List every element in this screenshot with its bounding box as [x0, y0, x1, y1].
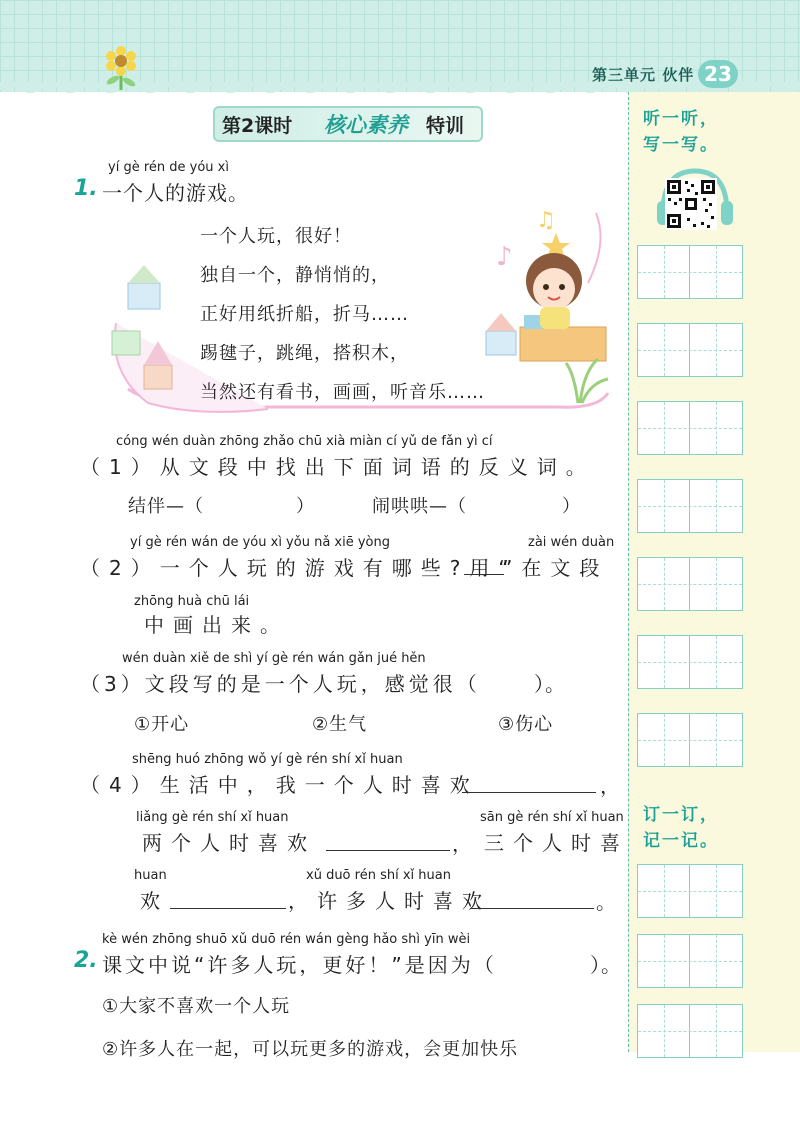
note-heading-1: 订一订， [643, 805, 719, 825]
listen-heading-2: 写一写。 [643, 135, 719, 155]
q1-4-text-3a: 欢 [140, 889, 169, 913]
q1-4-pinyin-2b: sān gè rén shí xǐ huan [480, 810, 624, 825]
q1-4-text-3b: ，许多人时喜欢 [288, 889, 491, 913]
qr-code-icon[interactable] [665, 178, 717, 230]
q1-3-close: ）。 [534, 672, 566, 696]
writing-grid[interactable] [637, 323, 743, 377]
q1-pinyin: yí gè rén de yóu xì [108, 160, 229, 175]
side-divider [628, 92, 629, 1052]
q2-option-2[interactable]: ②许多人在一起，可以玩更多的游戏，会更加快乐 [102, 1039, 519, 1060]
unit-title: 第三单元 伙伴 [592, 66, 695, 84]
q1-1-pinyin: cóng wén duàn zhōng zhǎo chū xià miàn cí yǔ de fǎn yì cí [116, 434, 493, 449]
q1-1-text: （1）从文段中找出下面词语的反义词。 [80, 455, 595, 479]
q1-2-text-2: 中画出来。 [144, 613, 289, 637]
q1-4-end: 。 [596, 890, 617, 914]
svg-text:♫: ♫ [536, 208, 556, 233]
poem-line: 一个人玩，很好！ [200, 226, 352, 247]
answer-line[interactable] [170, 884, 286, 909]
sunflower-icon [100, 42, 142, 92]
poem-line: 正好用纸折船，折马…… [200, 304, 409, 325]
q1-4-comma: ， [600, 774, 621, 798]
q1-3-answer[interactable] [478, 668, 532, 694]
writing-grid[interactable] [637, 635, 743, 689]
antonym-answer-2[interactable] [478, 492, 558, 518]
svg-text:♪: ♪ [496, 242, 513, 272]
q1-3-text: （3）文段写的是一个人玩，感觉很（ [80, 672, 481, 696]
writing-grid[interactable] [637, 479, 743, 533]
writing-grid[interactable] [637, 245, 743, 299]
antonym-close-1: ） [296, 496, 315, 517]
writing-grid[interactable] [637, 557, 743, 611]
q2-text: 课文中说“许多人玩，更好！”是因为（ [102, 953, 497, 977]
q1-2-pinyin: yí gè rén wán de yóu xì yǒu nǎ xiē yòng [130, 535, 390, 550]
q1-4-text: （4）生活中，我一个人时喜欢 [80, 773, 479, 797]
writing-grid[interactable] [637, 401, 743, 455]
q1-4-mid-comma: ， [452, 832, 473, 856]
lesson-training: 特训 [426, 115, 465, 137]
q2-close: ）。 [590, 953, 622, 977]
q1-4-text-2a: 两个人时喜欢 [142, 831, 316, 855]
q1-4-pinyin-2a: liǎng gè rén shí xǐ huan [136, 810, 289, 825]
q2-option-1[interactable]: ①大家不喜欢一个人玩 [102, 996, 291, 1017]
lesson-number: 第2课时 [222, 115, 293, 137]
answer-line[interactable] [470, 884, 594, 909]
answer-line[interactable] [462, 768, 596, 793]
q1-4-text-2b: 三个人时喜 [484, 831, 629, 855]
q1-4-pinyin-3b: xǔ duō rén shí xǐ huan [306, 868, 451, 883]
writing-grid[interactable] [637, 1004, 743, 1058]
poem-line: 独自一个，静悄悄的， [200, 265, 390, 286]
lesson-core-title: 核心素养 [324, 113, 408, 137]
q1-2-pinyin-right: zài wén duàn [528, 535, 615, 550]
underline-symbol [464, 552, 504, 575]
antonym-answer-1[interactable] [210, 492, 290, 518]
q1-2-pinyin-2: zhōng huà chū lái [134, 594, 250, 609]
q2-number: 2. [74, 948, 98, 973]
writing-grid[interactable] [637, 864, 743, 918]
q1-number: 1. [74, 176, 98, 201]
poem-line: 当然还有看书，画画，听音乐…… [200, 382, 485, 403]
option-2[interactable]: ②生气 [312, 714, 368, 735]
q1-2-text-b: ”在文段 [502, 556, 609, 580]
listen-heading-1: 听一听， [643, 109, 719, 129]
q2-pinyin: kè wén zhōng shuō xǔ duō rén wán gèng hǎo shì yīn wèi [102, 932, 471, 947]
q1-4-pinyin: shēng huó zhōng wǒ yí gè rén shí xǐ huan [132, 752, 403, 767]
option-3[interactable]: ③伤心 [498, 714, 554, 735]
antonym-label-1: 结伴—（ [128, 496, 204, 517]
writing-grid[interactable] [637, 934, 743, 988]
q1-3-pinyin: wén duàn xiě de shì yí gè rén wán gǎn jué hěn [122, 651, 426, 666]
poem-line: 踢毽子，跳绳，搭积木， [200, 343, 409, 364]
q1-title: 一个人的游戏。 [102, 181, 249, 205]
q2-answer[interactable] [532, 949, 588, 975]
page-number: 23 [698, 60, 738, 88]
q1-2-text-a: （2）一个人玩的游戏有哪些?用“ [80, 556, 518, 580]
q1-4-pinyin-3a: huan [134, 868, 167, 883]
option-1[interactable]: ①开心 [134, 714, 190, 735]
antonym-close-2: ） [562, 496, 581, 517]
answer-line[interactable] [326, 826, 450, 851]
note-heading-2: 记一记。 [643, 831, 719, 851]
antonym-label-2: 闹哄哄—（ [372, 496, 467, 517]
writing-grid[interactable] [637, 713, 743, 767]
